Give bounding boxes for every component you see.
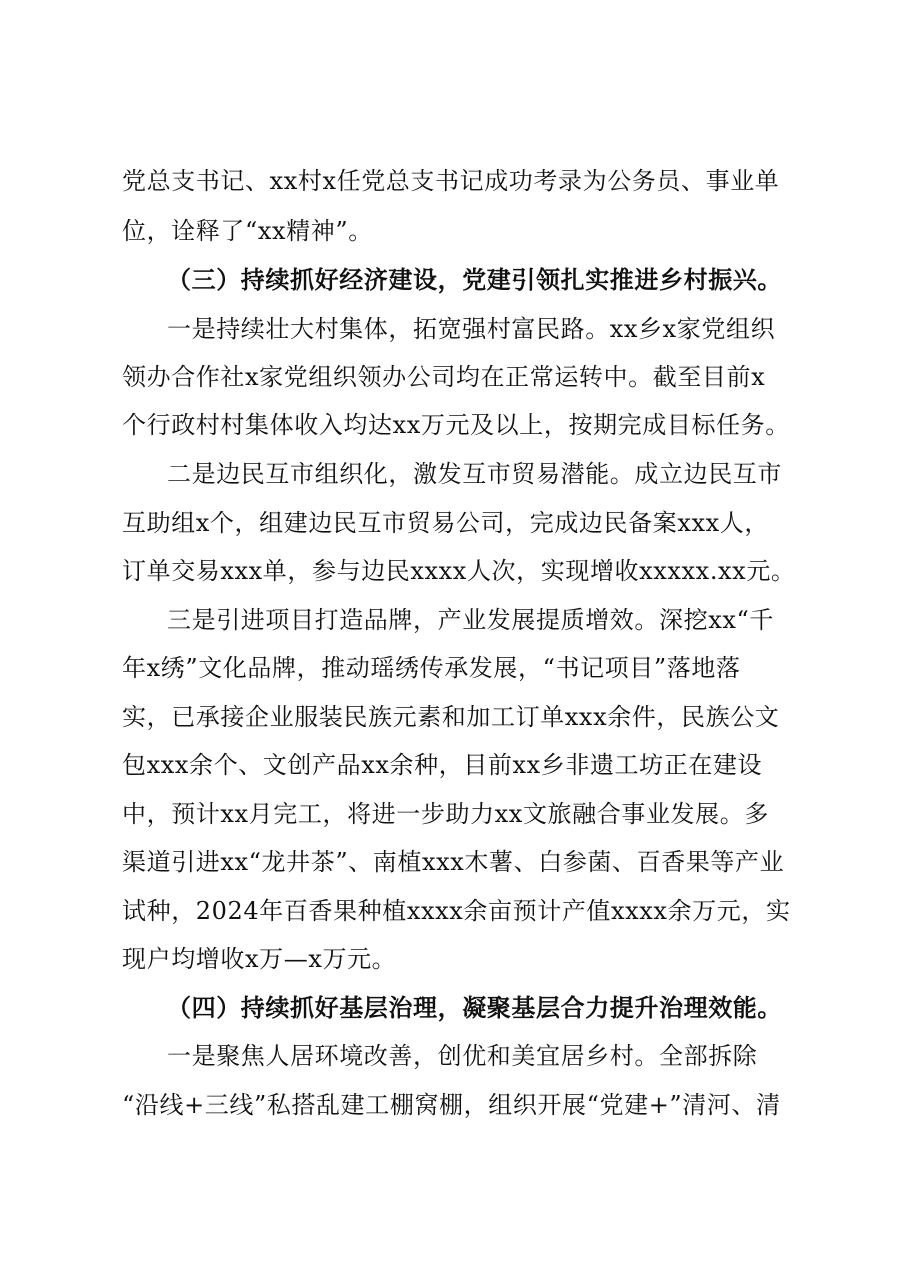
text-line: 三是引进项目打造品牌，产业发展提质增效。深挖xx“千	[167, 606, 774, 634]
text-line: 党总支书记、xx村x任党总支书记成功考录为公务员、事业单	[122, 167, 780, 195]
text-line: 包xxx余个、文创产品xx余种，目前xx乡非遗工坊正在建设	[122, 751, 763, 779]
text-line: 中，预计xx月完工，将进一步助力xx文旅融合事业发展。多	[122, 800, 769, 828]
text-line: 一是聚焦人居环境改善，创优和美宜居乡村。全部拆除	[167, 1042, 758, 1070]
section-heading: （三）持续抓好经济建设，党建引领扎实推进乡村振兴。	[167, 265, 782, 294]
text-line: 个行政村村集体收入均达xx万元及以上，按期完成目标任务。	[122, 411, 790, 439]
text-line: 现户均增收x万—x万元。	[122, 945, 397, 973]
text-line: 一是持续壮大村集体，拓宽强村富民路。xx乡x家党组织	[167, 315, 776, 343]
text-line: 互助组x个，组建边民互市贸易公司，完成边民备案xxx人，	[122, 509, 769, 537]
text-line: 年x绣”文化品牌，推动瑶绣传承发展，“书记项目”落地落	[122, 654, 741, 682]
text-line: 试种，2024年百香果种植xxxx余亩预计产值xxxx余万元，实	[122, 897, 791, 925]
text-line: 订单交易xxx单，参与边民xxxx人次，实现增收xxxxx.xx元。	[122, 557, 796, 585]
text-line: 渠道引进xx“龙井茶”、南植xxx木薯、白参菌、百香果等产业	[122, 848, 785, 876]
text-line: 领办合作社x家党组织领办公司均在正常运转中。截至目前x	[122, 363, 766, 391]
text-line: 二是边民互市组织化，激发互市贸易潜能。成立边民互市	[167, 460, 782, 488]
text-line: “沿线+三线”私搭乱建工棚窝棚，组织开展“党建+”清河、清	[122, 1091, 781, 1119]
text-line: 实，已承接企业服装民族元素和加工订单xxx余件，民族公文	[122, 703, 780, 731]
section-heading: （四）持续抓好基层治理，凝聚基层合力提升治理效能。	[167, 993, 782, 1022]
text-line: 位，诠释了“xx精神”。	[122, 217, 373, 245]
